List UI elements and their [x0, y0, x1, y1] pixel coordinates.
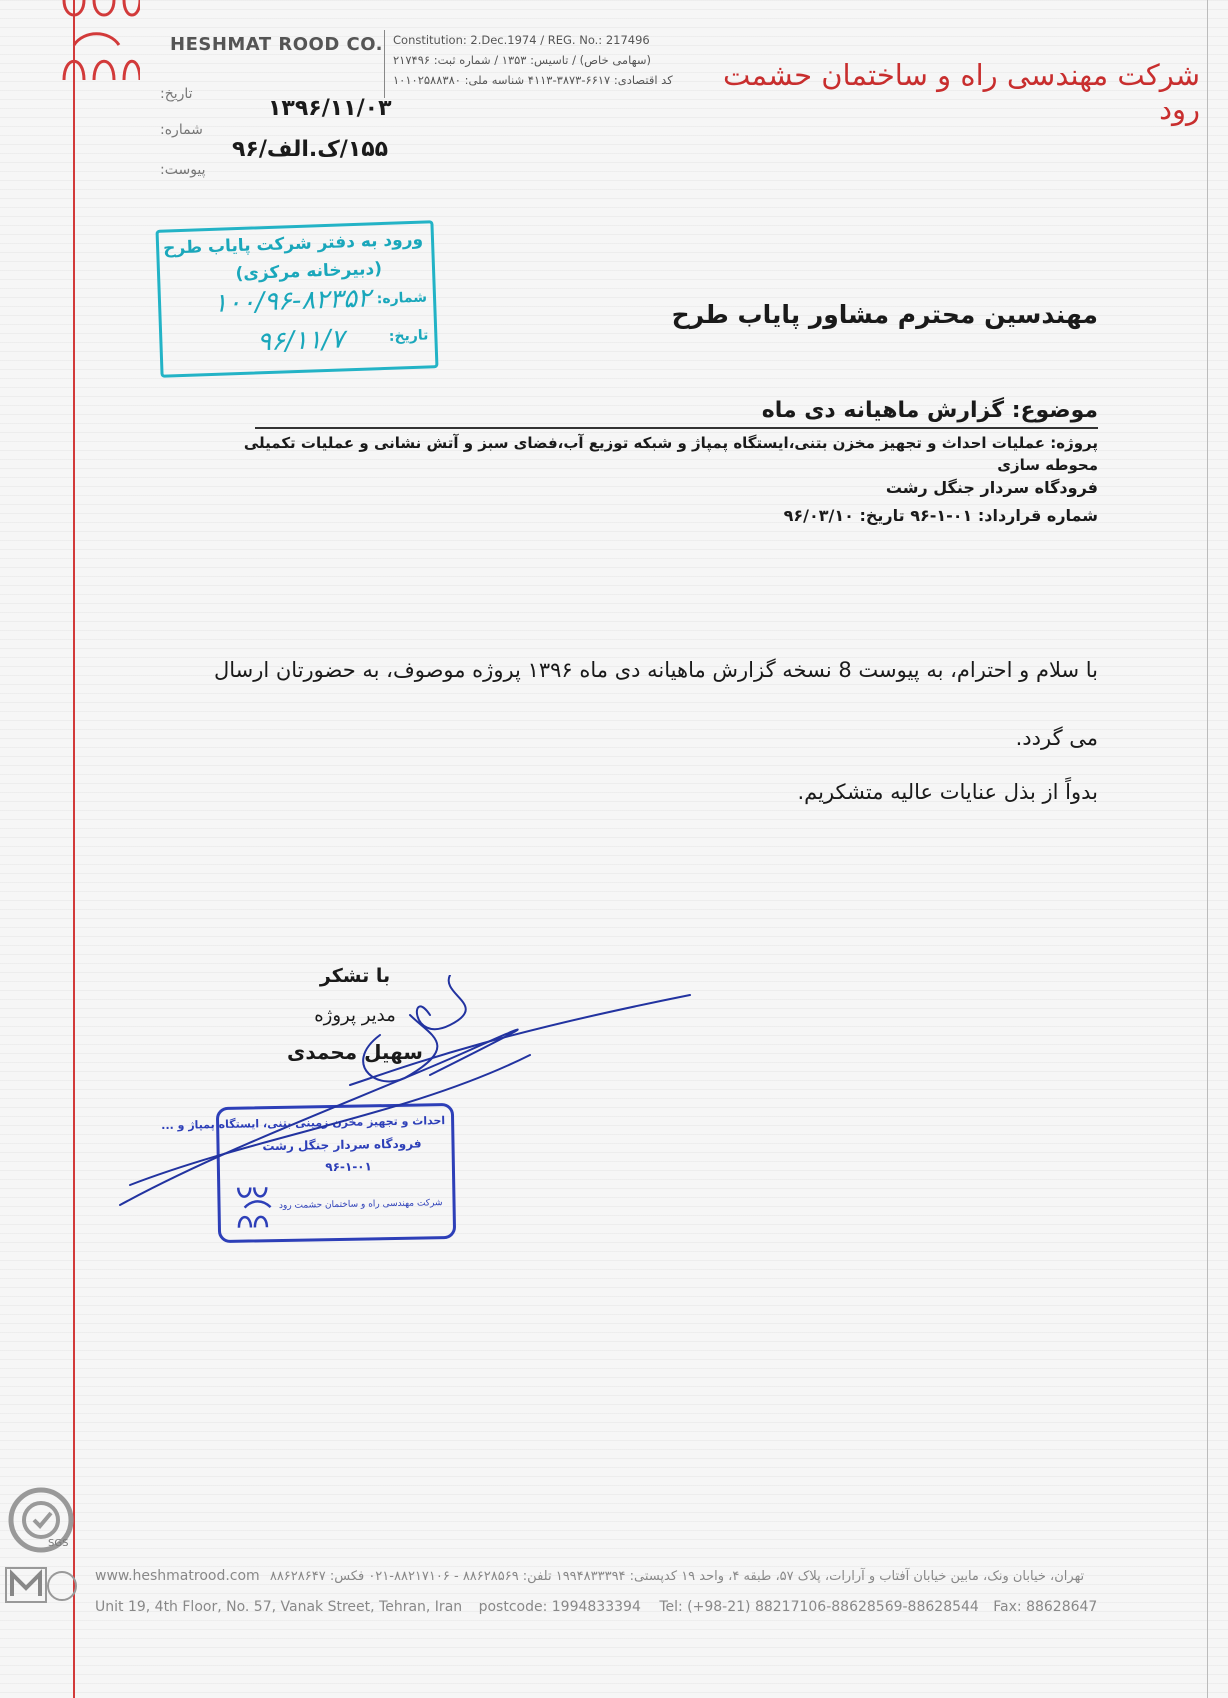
body-paragraph-3: بدواً از بذل عنایات عالیه متشکریم. [797, 780, 1098, 804]
footer-address [95, 1599, 1140, 1615]
subject-line: موضوع: گزارش ماهیانه دی ماه [761, 398, 1098, 423]
incoming-stamp-subtitle: (دبیرخانه مرکزی) [235, 259, 383, 285]
project-location: فرودگاه سردار جنگل رشت [885, 478, 1098, 497]
footer-postcode: postcode: 1994833394 [478, 1599, 641, 1615]
incoming-stamp-number-value: ۱۰۰/۹۶-۸۲۳۵۲ [212, 283, 372, 319]
attachment-label: پیوست: [160, 162, 206, 178]
incoming-stamp [156, 220, 439, 378]
footer-address-en: Unit 19, 4th Floor, No. 57, Vanak Street, Tehran, Iran [95, 1599, 463, 1615]
number-label: شماره: [160, 122, 203, 138]
footer-contact [95, 1568, 1140, 1584]
footer-tel: Tel: (+98-21) 88217106-88628569-88628544 [659, 1599, 979, 1615]
page-edge [1207, 0, 1208, 1698]
signer-name: سهیل محمدی [287, 1040, 423, 1064]
incoming-stamp-title: ورود به دفتر شرکت پایاب طرح [162, 229, 424, 259]
margin-line [73, 0, 75, 1698]
company-name-fa: شرکت مهندسی راه و ساختمان حشمت رود [722, 58, 1200, 126]
date-label: تاریخ: [160, 86, 193, 102]
contract-number: شماره قرارداد: ۰۱-۱-۹۶ تاریخ: ۹۶/۰۳/۱۰ [783, 506, 1098, 525]
constitution-text: Constitution: 2.Dec.1974 / REG. No.: 217496 [393, 33, 650, 47]
body-paragraph-1: با سلام و احترام، به پیوست 8 نسخه گزارش ماهیانه دی ماه ۱۳۹۶ پروژه موصوف، به حضورتان ارسال [213, 658, 1098, 682]
closing-text: با تشکر [319, 965, 391, 987]
subject-divider [255, 427, 1098, 429]
footer-fax: Fax: 88628647 [993, 1599, 1098, 1615]
body-paragraph-2: می گردد. [1015, 726, 1098, 750]
certification-label: SGS [48, 1538, 69, 1549]
handwritten-signature [110, 975, 710, 1230]
company-stamp-name: شرکت مهندسی راه و ساختمان حشمت رود [278, 1198, 443, 1211]
registration-fa-line2: کد اقتصادی: ۶۶۱۷-۳۸۷۳-۴۱۱۳ شناسه ملی: ۱۰۱۰۲۵۸۸۳۸۰ [393, 73, 673, 87]
date-value: ۱۳۹۶/۱۱/۰۳ [268, 96, 392, 121]
addressee: مهندسین محترم مشاور پایاب طرح [671, 300, 1098, 329]
company-stamp-contract: ۹۶-۱-۰۱ [325, 1159, 373, 1175]
moody-certification-icon [4, 1560, 84, 1620]
incoming-stamp-date-label: تاریخ: [388, 327, 429, 345]
website-link[interactable]: www.heshmatrood.com [95, 1568, 260, 1584]
number-value: ۱۵۵/ک.الف/۹۶ [232, 137, 389, 162]
project-description: پروژه: عملیات احداث و تجهیز مخزن بتنی،ایستگاه پمپاژ و شبکه توزیع آب،فضای سبز و آتش نشانی و عملیات تکمیلی محوطه سازی [243, 434, 1098, 474]
registration-info [384, 30, 681, 98]
incoming-stamp-date-value: ۹۶/۱۱/۷ [256, 324, 345, 358]
registration-fa-line1: (سهامی خاص) / تاسیس: ۱۳۵۳ / شماره ثبت: ۲۱۷۴۹۶ [393, 53, 652, 67]
company-logo-icon [54, 0, 140, 82]
footer-contact-fa: تهران، خیابان ونک، مابین خیابان آفتاب و آرارات، پلاک ۵۷، طبقه ۴، واحد ۱۹ کدپستی: ۱۹۹۴۸۳۳۳۹۴ تلفن: ۸۸۶۲۸۵۶۹ - ۸۸۲۱۷۱۰۶-۰۲۱ فکس: ۸۸۶۲۸۶۴۷ [269, 1569, 1085, 1584]
company-stamp-location: فرودگاه سردار جنگل رشت [262, 1136, 422, 1154]
company-stamp-project: احداث و تجهیز مخزن زمینی بتنی، ایستگاه پمپاژ و ... [161, 1114, 446, 1133]
incoming-stamp-number-label: شماره: [376, 289, 428, 308]
signer-role: مدیر پروژه [314, 1005, 396, 1026]
company-name-en: HESHMAT ROOD CO. [170, 34, 384, 55]
